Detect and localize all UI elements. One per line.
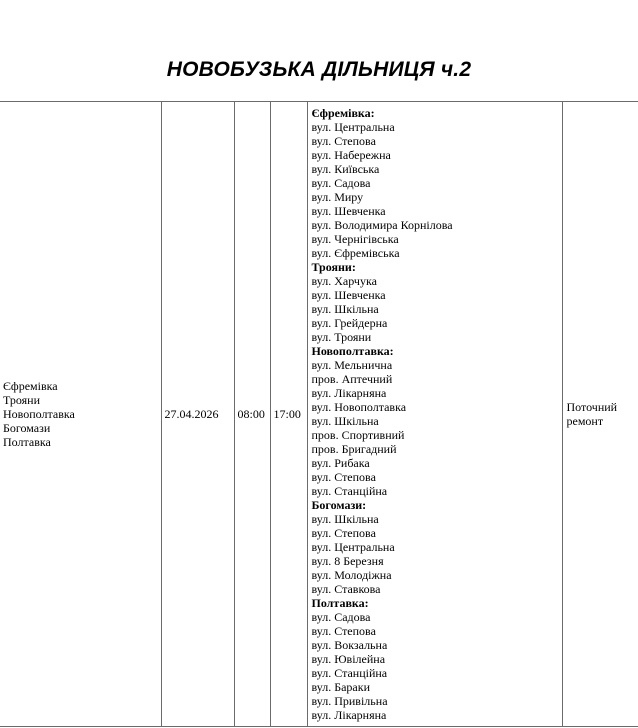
- street-item: вул. 8 Березня: [311, 554, 384, 568]
- street-item: пров. Аптечний: [311, 372, 393, 386]
- street-item: вул. Чернігівська: [311, 232, 399, 246]
- street-item: вул. Трояни: [311, 330, 372, 344]
- street-item: вул. Станційна: [311, 484, 388, 498]
- street-item: вул. Лікарняна: [311, 386, 387, 400]
- settlement-name: Новополтавка: [3, 407, 75, 421]
- street-item: вул. Шкільна: [311, 512, 379, 526]
- street-item: вул. Садова: [311, 610, 371, 624]
- street-item: вул. Привільна: [311, 694, 388, 708]
- page-title: НОВОБУЗЬКА ДІЛЬНИЦЯ ч.2: [166, 58, 472, 81]
- street-item: вул. Рибака: [311, 456, 370, 470]
- street-item: вул. Вокзальна: [311, 638, 388, 652]
- street-item: вул. Київська: [311, 162, 380, 176]
- street-item: вул. Бараки: [311, 680, 371, 694]
- settlement-heading: Новополтавка:: [311, 344, 394, 358]
- street-item: вул. Ювілейна: [311, 652, 386, 666]
- street-item: вул. Мельнична: [311, 358, 393, 372]
- street-item: вул. Шевченка: [311, 288, 386, 302]
- street-item: вул. Центральна: [311, 540, 395, 554]
- settlement-name: Трояни: [3, 393, 41, 407]
- work-type-line: Поточний: [566, 400, 618, 414]
- street-item: вул. Єфремівська: [311, 246, 400, 260]
- street-item: вул. Степова: [311, 470, 376, 484]
- street-item: вул. Лікарняна: [311, 708, 387, 722]
- street-item: вул. Молодіжна: [311, 568, 392, 582]
- street-item: вул. Шкільна: [311, 302, 379, 316]
- settlement-heading: Трояни:: [311, 260, 356, 274]
- street-item: вул. Набережна: [311, 148, 391, 162]
- street-item: пров. Спортивний: [311, 428, 405, 442]
- table-row: [0, 102, 638, 727]
- end-time-cell: 17:00: [270, 102, 307, 727]
- street-item: вул. Степова: [311, 624, 376, 638]
- settlement-heading: Єфремівка:: [311, 106, 375, 120]
- street-item: вул. Шевченка: [311, 204, 386, 218]
- date-cell: 27.04.2026: [161, 102, 234, 727]
- street-item: вул. Шкільна: [311, 414, 379, 428]
- settlement-heading: Полтавка:: [311, 596, 369, 610]
- street-item: вул. Садова: [311, 176, 371, 190]
- street-item: вул. Степова: [311, 526, 376, 540]
- street-item: пров. Бригадний: [311, 442, 397, 456]
- streets-cell: [307, 102, 562, 727]
- work-type-line: ремонт: [566, 414, 604, 428]
- street-item: вул. Ставкова: [311, 582, 381, 596]
- street-item: вул. Степова: [311, 134, 376, 148]
- settlement-heading: Богомази:: [311, 498, 367, 512]
- work-type-cell: [562, 102, 638, 727]
- street-item: вул. Харчука: [311, 274, 377, 288]
- street-item: вул. Володимира Корнілова: [311, 218, 453, 232]
- settlement-name: Єфремівка: [3, 379, 58, 393]
- settlement-name: Полтавка: [3, 435, 51, 449]
- street-item: вул. Станційна: [311, 666, 388, 680]
- street-item: вул. Миру: [311, 190, 364, 204]
- street-item: вул. Новополтавка: [311, 400, 407, 414]
- street-item: вул. Грейдерна: [311, 316, 388, 330]
- street-item: вул. Центральна: [311, 120, 395, 134]
- outage-table: [0, 101, 638, 727]
- settlement-name: Богомази: [3, 421, 51, 435]
- settlements-cell: [0, 102, 161, 727]
- start-time-cell: 08:00: [234, 102, 270, 727]
